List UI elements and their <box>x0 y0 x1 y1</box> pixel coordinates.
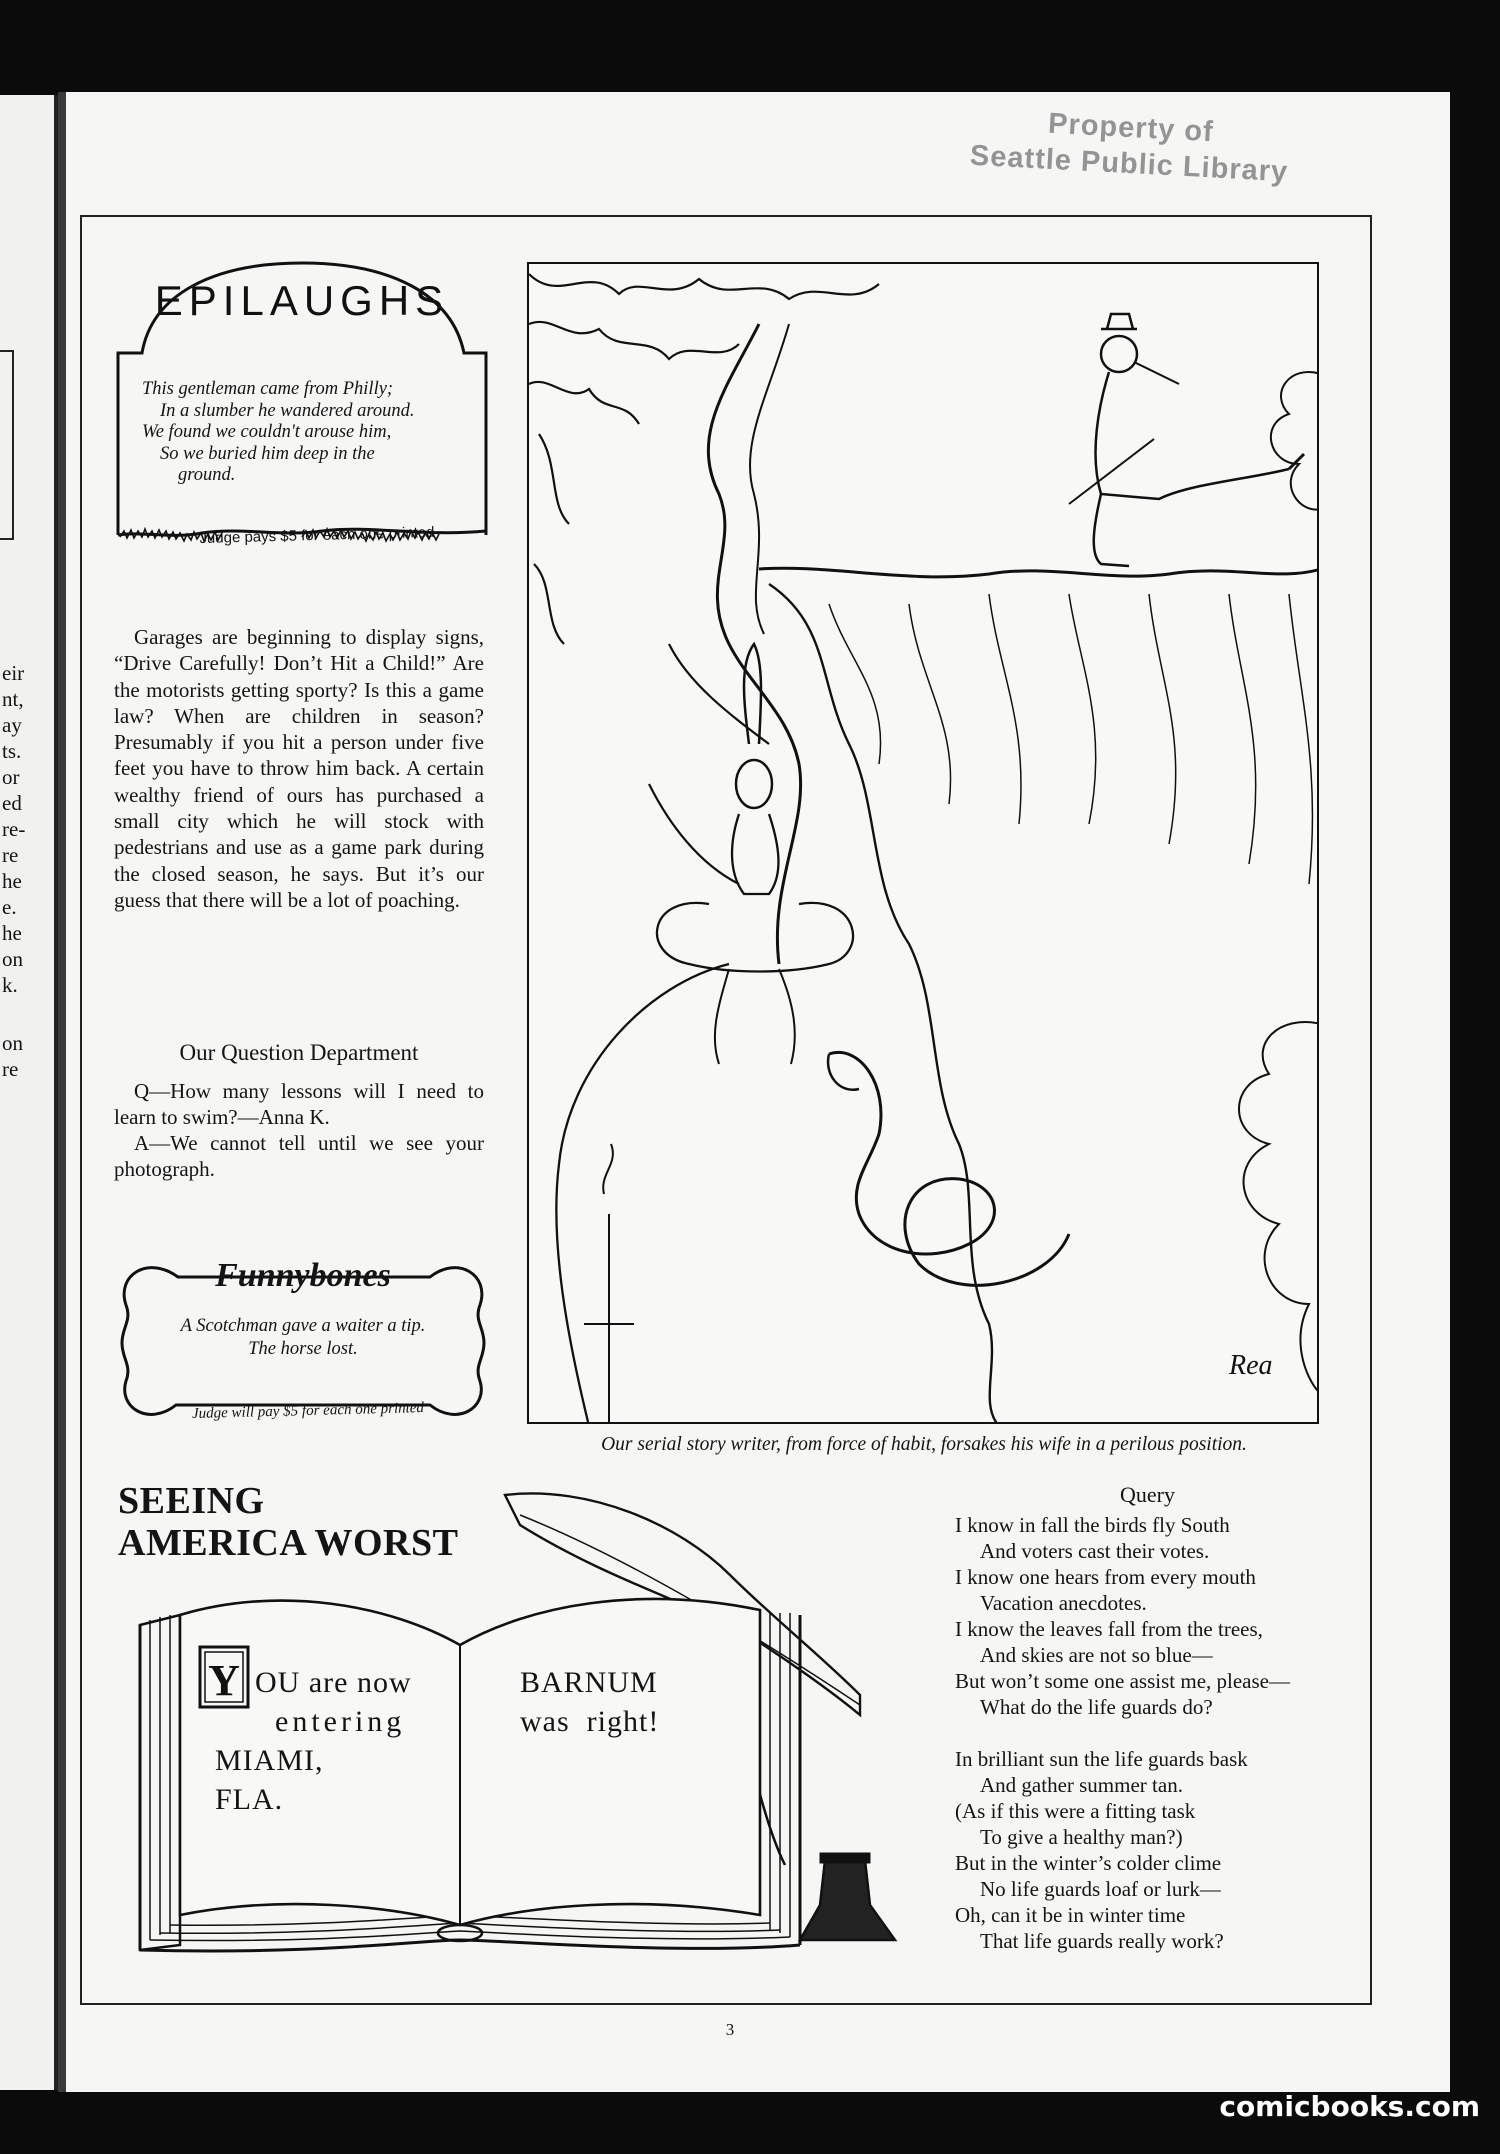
text-fragment: ay <box>2 713 22 737</box>
left-page-box <box>0 350 14 540</box>
question-department-heading: Our Question Department <box>179 1040 419 1065</box>
joke-line-2: The horse lost. <box>248 1339 358 1359</box>
text-fragment: ts. <box>2 739 22 763</box>
epilaughs-box <box>112 255 492 555</box>
poem-line: That life guards really work? <box>980 1929 1224 1953</box>
book-right-line-2: was right! <box>520 1705 660 1738</box>
funnybones-footer: Judge will pay $5 for each one printed <box>191 1399 425 1423</box>
book-right-page-text <box>520 1663 690 1741</box>
text-fragment: he <box>2 921 22 945</box>
text-fragment: on <box>2 947 23 971</box>
text-fragment: ed <box>2 791 22 815</box>
query-poem <box>955 1482 1340 1954</box>
poem-line: Oh, can it be in winter time <box>955 1903 1186 1927</box>
funnybones-title: Funnybones <box>215 1257 391 1294</box>
gutter <box>58 92 66 2092</box>
poem-line: This gentleman came from Philly; <box>142 379 394 399</box>
stamp-line-1: Property of <box>1047 107 1215 149</box>
poem-line: ground. <box>178 465 236 485</box>
epilaughs-footer: Judge pays $5 for each one printed <box>199 523 435 548</box>
stamp-line-2: Seattle Public Library <box>969 139 1289 189</box>
joke-line-1: A Scotchman gave a waiter a tip. <box>180 1316 426 1336</box>
funnybones-box <box>118 1255 488 1430</box>
poem-line: But won’t some one assist me, please— <box>955 1669 1290 1693</box>
site-watermark: comicbooks.com <box>1219 2090 1480 2123</box>
text-fragment: e. <box>2 895 17 919</box>
stanza-gap <box>955 1720 1340 1746</box>
poem-line: No life guards loaf or lurk— <box>980 1877 1221 1901</box>
poem-line: And skies are not so blue— <box>980 1643 1213 1667</box>
title-line-2: AMERICA WORST <box>118 1522 459 1564</box>
poem-line: (As if this were a fitting task <box>955 1799 1196 1823</box>
book-left-line-2: entering <box>275 1705 406 1738</box>
text-fragment: eir <box>2 661 25 685</box>
text-fragment: re <box>2 843 19 867</box>
question-text: Q—How many lessons will I need to learn to swim?—Anna K. <box>114 1079 484 1129</box>
poem-line: In brilliant sun the life guards bask <box>955 1747 1248 1771</box>
text-fragment: or <box>2 765 20 789</box>
text-fragment: he <box>2 869 22 893</box>
text-fragment: re <box>2 1057 19 1081</box>
question-department-body <box>114 1078 484 1182</box>
text-fragment: k. <box>2 973 18 997</box>
garages-paragraph: Garages are beginning to display signs, “Drive Carefully! Don’t Hit a Child!” Are the motorists getting sporty? Is this a game law? When are children in season? Presumably if you hit a person under five feet you have to throw him back. A certain wealthy friend of ours has purchased a small city which he will stock with pedestrians and use as a game park during the closed season, he says. But it’s our guess that there will be a lot of poaching. <box>114 625 484 912</box>
answer-text: A—We cannot tell until we see your photograph. <box>114 1131 484 1181</box>
poem-line: Vacation anecdotes. <box>980 1591 1147 1615</box>
cliff-scene-drawing <box>529 264 1319 1424</box>
poem-line: I know the leaves fall from the trees, <box>955 1617 1263 1641</box>
poem-line: And gather summer tan. <box>980 1773 1183 1797</box>
book-left-line-3: MIAMI, <box>215 1744 324 1777</box>
cartoon-illustration <box>527 262 1319 1424</box>
poem-line: But in the winter’s colder clime <box>955 1851 1222 1875</box>
book-left-line-4: FLA. <box>215 1783 284 1816</box>
epilaughs-title: EPILAUGHS <box>154 277 450 324</box>
text-fragment: re- <box>2 817 26 841</box>
page-number: 3 <box>725 2020 735 2039</box>
poem-line: What do the life guards do? <box>980 1695 1213 1719</box>
book-left-line-1: OU are now <box>255 1666 412 1699</box>
text-fragment: nt, <box>2 687 24 711</box>
poem-line: And voters cast their votes. <box>980 1539 1210 1563</box>
text-fragment: on <box>2 1031 23 1055</box>
poem-line: I know in fall the birds fly South <box>955 1513 1230 1537</box>
poem-line: So we buried him deep in the <box>160 443 375 464</box>
book-right-line-1: BARNUM <box>520 1666 658 1699</box>
title-line-1: SEEING <box>118 1480 265 1522</box>
book-left-page-text <box>215 1663 445 1819</box>
drop-cap-initial: Y <box>208 1656 240 1705</box>
epilaughs-poem <box>142 379 472 487</box>
illustration-caption: Our serial story writer, from force of habit, forsakes his wife in a perilous position. <box>601 1434 1247 1455</box>
funnybones-joke <box>158 1315 448 1361</box>
artist-signature: Rea <box>1229 1350 1273 1381</box>
poem-line: I know one hears from every mouth <box>955 1565 1256 1589</box>
poem-line: We found we couldn't arouse him, <box>142 422 392 442</box>
poem-line: In a slumber he wandered around. <box>160 400 415 421</box>
seeing-america-title <box>118 1480 518 1564</box>
left-facing-page <box>0 95 58 2090</box>
query-title: Query <box>1120 1482 1175 1507</box>
poem-line: To give a healthy man?) <box>980 1825 1183 1849</box>
